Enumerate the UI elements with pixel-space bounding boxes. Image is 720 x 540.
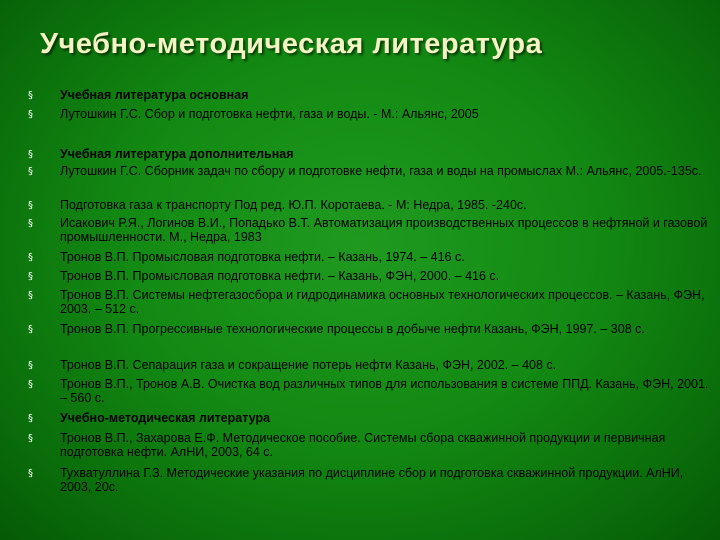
bullet-icon: § [28,413,33,424]
bullet-icon: § [28,360,33,371]
item-text: Лутошкин Г.С. Сборник задач по сбору и подготовке нефти, газа и воды на промыслах М.: Альянс, 2005.-135с. [60,164,702,178]
bullet-icon: § [28,324,33,335]
item-text: Тронов В.П., Захарова Е.Ф. Методическое пособие. Системы сбора скважинной продукции и первичная подготовка нефти. АлНИ, 2003, 64 с. [60,431,666,459]
item-text: Тронов В.П. Прогрессивные технологические процессы в добыче нефти Казань, ФЭН, 1997. – 308 с. [60,322,645,336]
bullet-icon: § [28,433,33,444]
item-text: Тронов В.П. Сепарация газа и сокращение потерь нефти Казань, ФЭН, 2002. – 408 с. [60,358,557,372]
item-text: Тронов В.П. Промысловая подготовка нефти. – Казань, 1974. – 416 с. [60,250,465,264]
bullet-icon: § [28,271,33,282]
slide-title: Учебно-методическая литература [40,28,543,60]
bullet-icon: § [28,90,33,101]
bullet-icon: § [28,218,33,229]
bullet-icon: § [28,149,33,160]
item-text: Учебная литература основная [60,88,249,102]
item-text: Тухватуллина Г.З. Методические указания по дисциплине сбор и подготовка скважинной продукции. АлНИ, 2003, 20с. [60,466,684,494]
item-text: Подготовка газа к транспорту Под ред. Ю.П. Коротаева. - М: Недра, 1985. -240с. [60,198,527,212]
item-text: Лутошкин Г.С. Сбор и подготовка нефти, газа и воды. - М.: Альянс, 2005 [60,107,479,121]
item-text: Учебная литература дополнительная [60,147,294,161]
item-text: Тронов В.П., Тронов А.В. Очистка вод различных типов для использования в системе ППД. Казань, ФЭН, 2001. – 560 с. [60,377,709,405]
item-text: Тронов В.П. Системы нефтегазосбора и гидродинамика основных технологических процессов. – Казань, ФЭН, 2003. – 512 с. [60,288,705,316]
bullet-icon: § [28,252,33,263]
bullet-icon: § [28,109,33,120]
bullet-icon: § [28,166,33,177]
item-text: Тронов В.П. Промысловая подготовка нефти. – Казань, ФЭН, 2000. – 416 с. [60,269,500,283]
item-text: Учебно-методическая литература [60,411,271,425]
item-text: Исакович Р.Я., Логинов В.И., Попадько В.Т. Автоматизация производственных процессов в нефтяной и газовой промышленности. М., Недра, 1983 [60,216,708,244]
bullet-icon: § [28,200,33,211]
bullet-icon: § [28,468,33,479]
bullet-icon: § [28,290,33,301]
bullet-icon: § [28,379,33,390]
